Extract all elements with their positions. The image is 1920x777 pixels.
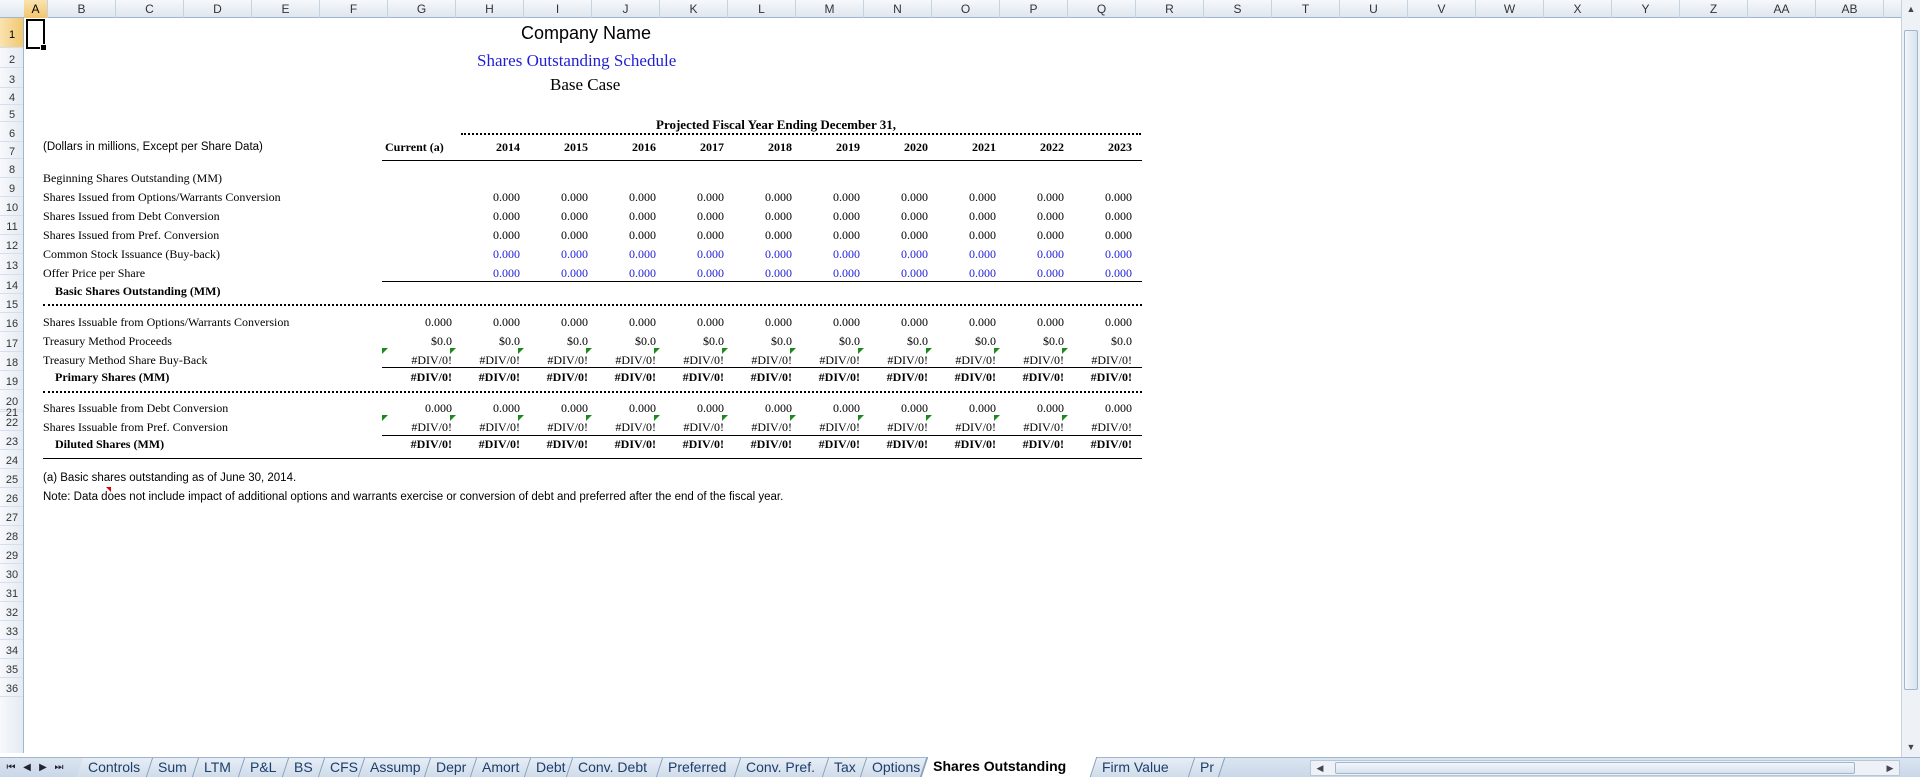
value-cell[interactable]: #DIV/0!	[410, 370, 452, 384]
value-cell[interactable]: #DIV/0!	[682, 370, 724, 384]
value-cell[interactable]: 0.000	[561, 190, 588, 204]
value-cell[interactable]: 0.000	[833, 315, 860, 329]
value-cell[interactable]: #DIV/0!	[954, 437, 996, 451]
value-cell[interactable]: $0.0	[567, 334, 588, 348]
row-header-10[interactable]: 10	[0, 197, 24, 216]
row-header-15[interactable]: 15	[0, 294, 24, 313]
value-cell[interactable]: #DIV/0!	[732, 353, 792, 367]
row-label-issuable-options: Shares Issuable from Options/Warrants Conversion	[43, 315, 290, 329]
value-cell[interactable]: #DIV/0!	[664, 353, 724, 367]
value-cell[interactable]: 0.000	[1037, 266, 1064, 280]
value-cell[interactable]: 0.000	[425, 401, 452, 415]
value-cell[interactable]: #DIV/0!	[868, 353, 928, 367]
row-header-8[interactable]: 8	[0, 159, 24, 178]
column-header-f[interactable]: F	[320, 0, 388, 18]
value-cell[interactable]: 0.000	[561, 247, 588, 261]
value-cell[interactable]: 0.000	[833, 209, 860, 223]
sheet-tab-cfs[interactable]	[319, 758, 365, 777]
first-sheet-icon[interactable]: ⏮	[6, 762, 16, 773]
comment-indicator[interactable]	[106, 487, 111, 492]
column-header-u[interactable]: U	[1340, 0, 1408, 18]
value-cell[interactable]: 0.000	[697, 247, 724, 261]
row-header-26[interactable]: 26	[0, 488, 24, 507]
row-header-28[interactable]: 28	[0, 526, 24, 545]
row-header-14[interactable]: 14	[0, 275, 24, 294]
value-cell[interactable]: 0.000	[833, 247, 860, 261]
year-header-2015: 2015	[564, 140, 588, 154]
row-header-21[interactable]: 21	[0, 410, 24, 412]
value-cell[interactable]: #DIV/0!	[818, 437, 860, 451]
value-cell[interactable]: 0.000	[1037, 401, 1064, 415]
value-cell[interactable]: 0.000	[765, 266, 792, 280]
value-cell[interactable]: 0.000	[493, 228, 520, 242]
sheet-tab-label: Depr	[436, 759, 467, 775]
column-header-x[interactable]: X	[1544, 0, 1612, 18]
column-header-o[interactable]: O	[932, 0, 1000, 18]
worksheet-grid[interactable]	[25, 19, 1901, 753]
row-header-25[interactable]: 25	[0, 469, 24, 488]
year-header-2020: 2020	[904, 140, 928, 154]
scenario-label: Base Case	[550, 75, 621, 94]
note-text: Note: Data does not include impact of additional options and warrants exercise or conversion of debt and preferred after the end of the fiscal year.	[43, 491, 784, 503]
prev-sheet-icon[interactable]: ◀	[23, 762, 31, 773]
units-label: (Dollars in millions, Except per Share Data)	[43, 141, 263, 153]
column-header-p[interactable]: P	[1000, 0, 1068, 18]
row-header-7[interactable]: 7	[0, 142, 24, 159]
row-header-2[interactable]: 2	[0, 48, 24, 68]
value-cell[interactable]: #DIV/0!	[546, 370, 588, 384]
sheet-tab-label: LTM	[204, 759, 231, 775]
value-cell[interactable]: 0.000	[765, 401, 792, 415]
row-header-17[interactable]: 17	[0, 332, 24, 352]
row-label-diluted-shares: Diluted Shares (MM)	[55, 437, 165, 451]
sheet-tab-label: Sum	[158, 759, 187, 775]
value-cell[interactable]: #DIV/0!	[460, 353, 520, 367]
row-header-19[interactable]: 19	[0, 371, 24, 390]
column-header-d[interactable]: D	[184, 0, 252, 18]
row-header-33[interactable]: 33	[0, 621, 24, 640]
sheet-tab-bar	[0, 757, 1920, 777]
value-cell[interactable]: $0.0	[839, 334, 860, 348]
row-header-36[interactable]: 36	[0, 678, 24, 697]
value-cell[interactable]: 0.000	[697, 401, 724, 415]
row-header-11[interactable]: 11	[0, 216, 24, 235]
value-cell[interactable]: $0.0	[499, 334, 520, 348]
value-cell[interactable]: 0.000	[901, 247, 928, 261]
sheet-tab-label: CFS	[330, 759, 358, 775]
value-cell[interactable]: #DIV/0!	[1022, 370, 1064, 384]
sheet-tab-conv-pref-[interactable]	[735, 758, 829, 777]
value-cell[interactable]: 0.000	[833, 401, 860, 415]
value-cell[interactable]: 0.000	[1037, 315, 1064, 329]
sheet-tab-label: Debt	[536, 759, 566, 775]
value-cell[interactable]: #DIV/0!	[750, 370, 792, 384]
value-cell[interactable]: 0.000	[901, 401, 928, 415]
sheet-tab-firm-value[interactable]	[1091, 758, 1195, 777]
sheet-tab-assump[interactable]	[359, 758, 431, 777]
column-header-t[interactable]: T	[1272, 0, 1340, 18]
value-cell[interactable]: 0.000	[1105, 228, 1132, 242]
value-cell[interactable]: 0.000	[969, 266, 996, 280]
section-divider-1	[43, 304, 1142, 306]
value-cell[interactable]: #DIV/0!	[954, 370, 996, 384]
column-header-c[interactable]: C	[116, 0, 184, 18]
value-cell[interactable]: 0.000	[561, 315, 588, 329]
value-cell[interactable]: $0.0	[703, 334, 724, 348]
value-cell[interactable]: 0.000	[1037, 247, 1064, 261]
row-label-primary-shares: Primary Shares (MM)	[55, 370, 170, 384]
vertical-scrollbar[interactable]	[1901, 0, 1920, 757]
value-cell[interactable]: 0.000	[1037, 228, 1064, 242]
column-header-i[interactable]: I	[524, 0, 592, 18]
value-cell[interactable]: 0.000	[901, 315, 928, 329]
value-cell[interactable]: #DIV/0!	[936, 420, 996, 434]
row-label-offer-price: Offer Price per Share	[43, 266, 146, 280]
column-header-e[interactable]: E	[252, 0, 320, 18]
value-cell[interactable]: #DIV/0!	[664, 420, 724, 434]
value-cell[interactable]: 0.000	[1105, 209, 1132, 223]
value-cell[interactable]: 0.000	[901, 266, 928, 280]
column-header-z[interactable]: Z	[1680, 0, 1748, 18]
value-cell[interactable]: #DIV/0!	[1022, 437, 1064, 451]
value-cell[interactable]: #DIV/0!	[596, 420, 656, 434]
value-cell[interactable]: $0.0	[431, 334, 452, 348]
value-cell[interactable]: 0.000	[629, 315, 656, 329]
row-label-issued-debt: Shares Issued from Debt Conversion	[43, 209, 220, 223]
row-header-30[interactable]: 30	[0, 564, 24, 583]
value-cell[interactable]: 0.000	[697, 315, 724, 329]
table-bottom-rule	[43, 458, 1142, 459]
column-header-s[interactable]: S	[1204, 0, 1272, 18]
sheet-tab-label: Options	[872, 759, 921, 775]
value-cell[interactable]: 0.000	[629, 228, 656, 242]
value-cell[interactable]: 0.000	[1105, 190, 1132, 204]
subtotal-rule-basic	[382, 281, 1142, 282]
value-cell[interactable]: 0.000	[765, 315, 792, 329]
scroll-right-icon[interactable]: ▶	[1886, 763, 1894, 773]
sheet-tab-label: Pr	[1200, 759, 1214, 775]
value-cell[interactable]: 0.000	[833, 190, 860, 204]
value-cell[interactable]: 0.000	[833, 228, 860, 242]
footnote-a: (a) Basic shares outstanding as of June 30, 2014.	[43, 472, 297, 484]
value-cell[interactable]: #DIV/0!	[392, 420, 452, 434]
sheet-tab-amort[interactable]	[471, 758, 531, 777]
value-cell[interactable]: #DIV/0!	[614, 437, 656, 451]
value-cell[interactable]: $0.0	[1111, 334, 1132, 348]
value-cell[interactable]: 0.000	[629, 401, 656, 415]
value-cell[interactable]: #DIV/0!	[596, 353, 656, 367]
value-cell[interactable]: 0.000	[969, 228, 996, 242]
row-header-3[interactable]: 3	[0, 68, 24, 88]
sheet-tab-label: Firm Value	[1102, 759, 1169, 775]
value-cell[interactable]: 0.000	[901, 190, 928, 204]
column-header-j[interactable]: J	[592, 0, 660, 18]
column-header-l[interactable]: L	[728, 0, 796, 18]
value-cell[interactable]: 0.000	[561, 228, 588, 242]
value-cell[interactable]: 0.000	[561, 266, 588, 280]
header-rule	[382, 160, 1142, 161]
row-header-4[interactable]: 4	[0, 88, 24, 105]
row-header-27[interactable]: 27	[0, 507, 24, 526]
sheet-tab-label: Tax	[834, 759, 856, 775]
column-header-q[interactable]: Q	[1068, 0, 1136, 18]
column-header-aa[interactable]: AA	[1748, 0, 1816, 18]
scroll-down-icon[interactable]: ▼	[1906, 742, 1916, 752]
value-cell[interactable]: #DIV/0!	[868, 420, 928, 434]
value-cell[interactable]: 0.000	[765, 190, 792, 204]
row-header-6[interactable]: 6	[0, 122, 24, 142]
sheet-tab-ltm[interactable]	[193, 758, 245, 777]
sheet-tab-tax[interactable]	[823, 758, 867, 777]
active-cell-a1[interactable]	[26, 19, 45, 49]
value-cell[interactable]: #DIV/0!	[528, 353, 588, 367]
row-header-20[interactable]: 20	[0, 390, 24, 410]
column-header-ab[interactable]: AB	[1816, 0, 1884, 18]
section-divider-2	[43, 391, 1142, 393]
value-cell[interactable]: 0.000	[1105, 247, 1132, 261]
sheet-tab-depr[interactable]	[425, 758, 477, 777]
year-header-2021: 2021	[972, 140, 996, 154]
value-cell[interactable]: 0.000	[493, 401, 520, 415]
sheet-tab-label: BS	[294, 759, 313, 775]
sheet-tab-label: Shares Outstanding	[933, 758, 1067, 774]
value-cell[interactable]: 0.000	[901, 228, 928, 242]
value-cell[interactable]: $0.0	[975, 334, 996, 348]
value-cell[interactable]: 0.000	[493, 190, 520, 204]
value-cell[interactable]: 0.000	[493, 209, 520, 223]
row-header-23[interactable]: 23	[0, 431, 24, 450]
company-name: Company Name	[521, 23, 652, 43]
value-cell[interactable]: $0.0	[907, 334, 928, 348]
column-header-g[interactable]: G	[388, 0, 456, 18]
row-header-16[interactable]: 16	[0, 313, 24, 332]
sheet-tab-sum[interactable]	[147, 758, 199, 777]
year-header-2014: 2014	[496, 140, 520, 154]
row-header-22[interactable]: 22	[0, 412, 24, 431]
row-label-basic-shares: Basic Shares Outstanding (MM)	[55, 284, 221, 298]
row-header-bar	[0, 18, 24, 753]
row-header-35[interactable]: 35	[0, 659, 24, 678]
value-cell[interactable]: $0.0	[771, 334, 792, 348]
value-cell[interactable]: 0.000	[629, 190, 656, 204]
sheet-tab-label: Conv. Pref.	[746, 759, 815, 775]
sheet-tab-label: Preferred	[668, 759, 727, 775]
value-cell[interactable]: 0.000	[765, 228, 792, 242]
year-header-2023: 2023	[1108, 140, 1132, 154]
value-cell[interactable]: 0.000	[629, 247, 656, 261]
value-cell[interactable]: #DIV/0!	[732, 420, 792, 434]
value-cell[interactable]: 0.000	[425, 315, 452, 329]
value-cell[interactable]: #DIV/0!	[460, 420, 520, 434]
column-header-m[interactable]: M	[796, 0, 864, 18]
value-cell[interactable]: #DIV/0!	[1072, 353, 1132, 367]
scroll-left-icon[interactable]: ◀	[1316, 763, 1324, 773]
value-cell[interactable]: $0.0	[635, 334, 656, 348]
value-cell[interactable]: #DIV/0!	[800, 353, 860, 367]
value-cell[interactable]: #DIV/0!	[614, 370, 656, 384]
projected-header: Projected Fiscal Year Ending December 31,	[656, 117, 896, 132]
column-header-b[interactable]: B	[48, 0, 116, 18]
value-cell[interactable]: 0.000	[969, 247, 996, 261]
year-header-2019: 2019	[836, 140, 860, 154]
projected-header-underline	[461, 133, 1141, 135]
column-header-y[interactable]: Y	[1612, 0, 1680, 18]
last-sheet-icon[interactable]: ⏭	[54, 762, 64, 773]
value-cell[interactable]: 0.000	[1037, 209, 1064, 223]
horizontal-scroll-thumb[interactable]	[1335, 762, 1855, 774]
value-cell[interactable]: 0.000	[969, 190, 996, 204]
value-cell[interactable]: 0.000	[1105, 315, 1132, 329]
value-cell[interactable]: 0.000	[765, 209, 792, 223]
sheet-tab-preferred[interactable]	[657, 758, 741, 777]
value-cell[interactable]: 0.000	[969, 209, 996, 223]
value-cell[interactable]: #DIV/0!	[392, 353, 452, 367]
subtotal-rule-diluted	[382, 435, 1142, 436]
value-cell[interactable]: 0.000	[493, 315, 520, 329]
value-cell[interactable]: #DIV/0!	[410, 437, 452, 451]
subtotal-rule-primary	[382, 367, 1142, 368]
value-cell[interactable]: #DIV/0!	[546, 437, 588, 451]
current-column-header: Current (a)	[385, 140, 444, 154]
sheet-title: Shares Outstanding Schedule	[477, 51, 677, 70]
column-header-w[interactable]: W	[1476, 0, 1544, 18]
sheet-tab-label: Assump	[370, 759, 421, 775]
value-cell[interactable]: 0.000	[493, 266, 520, 280]
sheet-tab-conv-debt[interactable]	[567, 758, 663, 777]
year-header-2016: 2016	[632, 140, 656, 154]
sheet-tab-p-l[interactable]	[239, 758, 289, 777]
column-header-h[interactable]: H	[456, 0, 524, 18]
row-label-issued-pref: Shares Issued from Pref. Conversion	[43, 228, 220, 242]
value-cell[interactable]: 0.000	[493, 247, 520, 261]
value-cell[interactable]: #DIV/0!	[936, 353, 996, 367]
value-cell[interactable]: #DIV/0!	[818, 370, 860, 384]
year-header-2018: 2018	[768, 140, 792, 154]
value-cell[interactable]: #DIV/0!	[1004, 420, 1064, 434]
value-cell[interactable]: #DIV/0!	[528, 420, 588, 434]
row-label-issued-options: Shares Issued from Options/Warrants Conversion	[43, 190, 281, 204]
column-header-bar	[0, 0, 1901, 18]
row-header-1[interactable]: 1	[0, 18, 24, 48]
row-header-31[interactable]: 31	[0, 583, 24, 602]
row-label-issuable-pref: Shares Issuable from Pref. Conversion	[43, 420, 228, 434]
sheet-tab-label: Amort	[482, 759, 520, 775]
value-cell[interactable]: #DIV/0!	[1090, 370, 1132, 384]
sheet-tab-pr[interactable]	[1189, 758, 1225, 777]
row-header-12[interactable]: 12	[0, 235, 24, 254]
column-header-a[interactable]: A	[24, 0, 48, 18]
vertical-scroll-thumb[interactable]	[1904, 30, 1918, 690]
row-header-32[interactable]: 32	[0, 602, 24, 621]
year-header-2017: 2017	[700, 140, 724, 154]
sheet-tab-debt[interactable]	[525, 758, 573, 777]
value-cell[interactable]: #DIV/0!	[886, 370, 928, 384]
value-cell[interactable]: 0.000	[969, 401, 996, 415]
value-cell[interactable]: $0.0	[1043, 334, 1064, 348]
row-label-common-issuance: Common Stock Issuance (Buy-back)	[43, 247, 220, 261]
column-header-v[interactable]: V	[1408, 0, 1476, 18]
value-cell[interactable]: 0.000	[629, 209, 656, 223]
value-cell[interactable]: #DIV/0!	[886, 437, 928, 451]
value-cell[interactable]: #DIV/0!	[800, 420, 860, 434]
column-header-r[interactable]: R	[1136, 0, 1204, 18]
row-header-5[interactable]: 5	[0, 105, 24, 122]
value-cell[interactable]: #DIV/0!	[750, 437, 792, 451]
value-cell[interactable]: 0.000	[1037, 190, 1064, 204]
value-cell[interactable]: #DIV/0!	[1004, 353, 1064, 367]
sheet-tab-controls[interactable]	[77, 758, 153, 777]
value-cell[interactable]: 0.000	[697, 266, 724, 280]
sheet-tab-label: P&L	[250, 759, 277, 775]
value-cell[interactable]: #DIV/0!	[478, 437, 520, 451]
value-cell[interactable]: 0.000	[561, 401, 588, 415]
sheet-tab-options[interactable]	[861, 758, 927, 777]
sheet-tab-label: Conv. Debt	[578, 759, 647, 775]
year-header-2022: 2022	[1040, 140, 1064, 154]
value-cell[interactable]: 0.000	[833, 266, 860, 280]
row-label-treasury-buyback: Treasury Method Share Buy-Back	[43, 353, 208, 367]
row-header-34[interactable]: 34	[0, 640, 24, 659]
row-header-9[interactable]: 9	[0, 178, 24, 197]
row-label-issuable-debt: Shares Issuable from Debt Conversion	[43, 401, 229, 415]
value-cell[interactable]: 0.000	[697, 228, 724, 242]
row-header-29[interactable]: 29	[0, 545, 24, 564]
row-header-18[interactable]: 18	[0, 352, 24, 371]
row-label-treasury-proceeds: Treasury Method Proceeds	[43, 334, 172, 348]
value-cell[interactable]: #DIV/0!	[1090, 437, 1132, 451]
value-cell[interactable]: 0.000	[969, 315, 996, 329]
sheet-tab-label: Controls	[88, 759, 141, 775]
value-cell[interactable]: 0.000	[1105, 266, 1132, 280]
value-cell[interactable]: #DIV/0!	[682, 437, 724, 451]
value-cell[interactable]: 0.000	[697, 190, 724, 204]
column-header-k[interactable]: K	[660, 0, 728, 18]
value-cell[interactable]: #DIV/0!	[478, 370, 520, 384]
horizontal-scrollbar[interactable]	[1310, 760, 1900, 776]
column-header-n[interactable]: N	[864, 0, 932, 18]
sheet-tab-shares-outstanding[interactable]	[921, 757, 1097, 777]
scroll-up-icon[interactable]: ▲	[1906, 4, 1916, 14]
value-cell[interactable]: 0.000	[561, 209, 588, 223]
value-cell[interactable]: 0.000	[1105, 401, 1132, 415]
value-cell[interactable]: 0.000	[901, 209, 928, 223]
row-header-24[interactable]: 24	[0, 450, 24, 469]
row-label-beginning-shares: Beginning Shares Outstanding (MM)	[43, 171, 222, 185]
value-cell[interactable]: #DIV/0!	[1072, 420, 1132, 434]
row-header-13[interactable]: 13	[0, 254, 24, 275]
value-cell[interactable]: 0.000	[697, 209, 724, 223]
value-cell[interactable]: 0.000	[629, 266, 656, 280]
value-cell[interactable]: 0.000	[765, 247, 792, 261]
next-sheet-icon[interactable]: ▶	[39, 762, 47, 773]
